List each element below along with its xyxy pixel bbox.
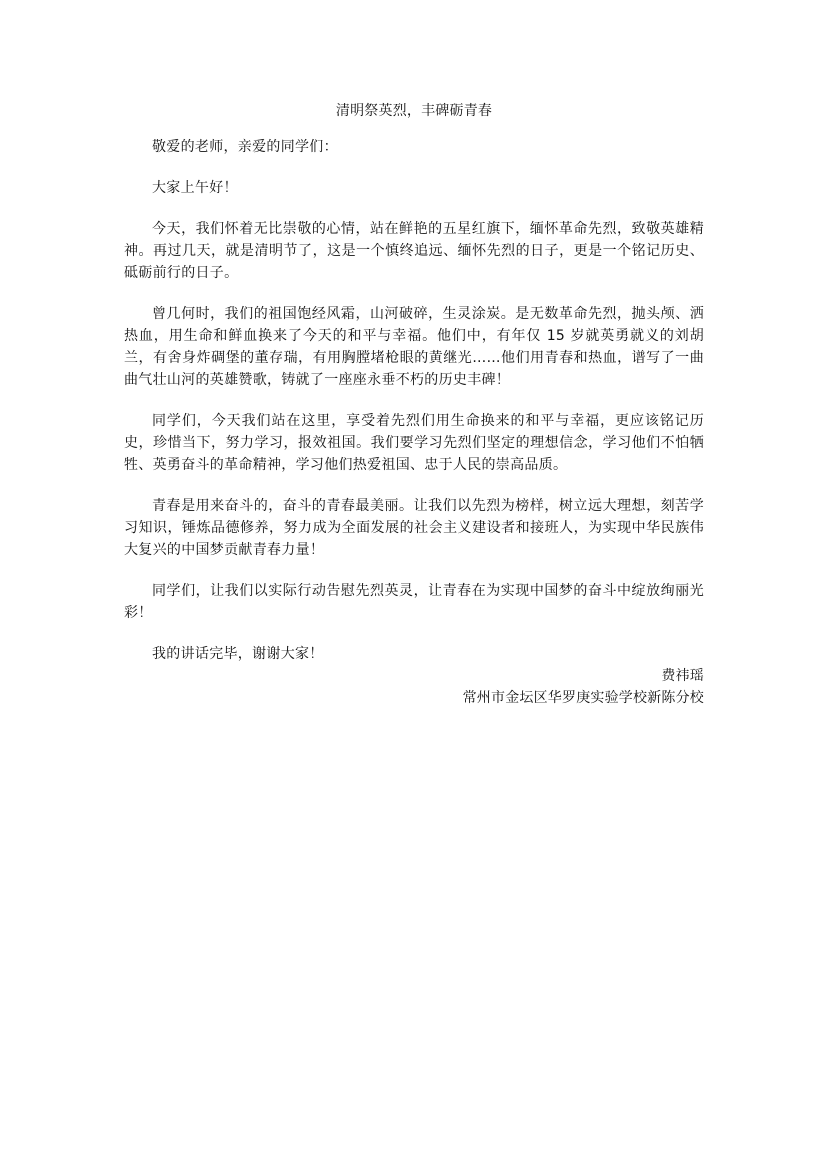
school-name: 常州市金坛区华罗庚实验学校新陈分校 [462, 690, 704, 706]
speaker-name: 费祎瑶 [661, 668, 704, 684]
speech-body [124, 100, 704, 709]
closing-line: 我的讲话完毕，谢谢大家！ [152, 646, 324, 662]
paragraph-3: 同学们，今天我们站在这里，享受着先烈们用生命换来的和平与幸福，更应该铭记历史，珍惜当下，努力学习，报效祖国。我们要学习先烈们坚定的理想信念，学习他们不怕牺牲、英勇奋斗的革命精神，学习他们热爱祖国、忠于人民的崇高品质。 [124, 413, 704, 473]
paragraph-2: 曾几何时，我们的祖国饱经风霜，山河破碎，生灵涂炭。是无数革命先烈，抛头颅、洒热血，用生命和鲜血换来了今天的和平与幸福。他们中，有年仅 15 岁就英勇就义的刘胡兰，有舍身炸碉堡的董存瑞，有用胸膛堵枪眼的黄继光……他们用青春和热血，谱写了一曲曲气壮山河的英雄赞歌，铸就了一座座永垂不朽的历史丰碑！ [124, 306, 704, 388]
paragraph-1: 今天，我们怀着无比崇敬的心情，站在鲜艳的五星红旗下，缅怀革命先烈，致敬英雄精神。再过几天，就是清明节了，这是一个慎终追远、缅怀先烈的日子，更是一个铭记历史、砥砺前行的日子。 [124, 221, 704, 281]
document-title: 清明祭英烈，丰碑砺青春 [335, 103, 493, 119]
opening-line: 大家上午好！ [152, 180, 238, 196]
paragraph-5: 同学们，让我们以实际行动告慰先烈英灵，让青春在为实现中国梦的奋斗中绽放绚丽光彩！ [124, 583, 704, 621]
paragraph-4: 青春是用来奋斗的，奋斗的青春最美丽。让我们以先烈为榜样，树立远大理想，刻苦学习知识，锤炼品德修养，努力成为全面发展的社会主义建设者和接班人，为实现中华民族伟大复兴的中国梦贡献青春力量！ [124, 498, 704, 558]
greeting: 敬爱的老师，亲爱的同学们： [152, 139, 338, 155]
